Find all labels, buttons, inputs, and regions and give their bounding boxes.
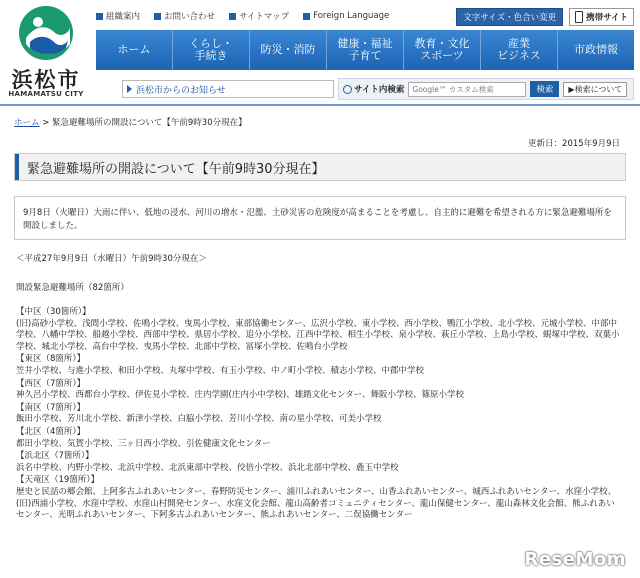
nav-health[interactable]: 健康・福祉 子育て (327, 30, 404, 70)
intro-text: 9月8日（火曜日）大雨に伴い、低地の浸水、河川の増水・氾濫、土砂災害の危険度が高まることを考慮し、自主的に避難を希望される方に緊急避難場所を開設しました。 (14, 196, 626, 240)
nav-living[interactable]: くらし・ 手続き (173, 30, 250, 70)
square-bullet-icon (96, 13, 103, 20)
search-button[interactable]: 検索 (530, 81, 559, 97)
header-divider (0, 104, 640, 106)
breadcrumb-current: 緊急避難場所の開設について【午前9時30分現在】 (52, 118, 247, 128)
title-accent-bar (15, 154, 19, 180)
section-text: 都田小学校、気賀小学校、三ヶ日西小学校、引佐健康文化センター (16, 438, 271, 449)
site-search (338, 78, 634, 100)
nav-education[interactable]: 教育・文化 スポーツ (404, 30, 481, 70)
section-heading: 【南区（7箇所）】 (16, 402, 86, 413)
search-help-link[interactable]: ▶検索について (563, 82, 627, 97)
status-date-line: ＜平成27年9月9日（水曜日）午前9時30分現在＞ (16, 254, 207, 264)
section-heading: 【天竜区（19箇所）】 (16, 475, 100, 486)
section-text: 笠井小学校、与進小学校、和田小学校、丸塚中学校、有玉小学校、中ノ町小学校、積志小学校、中郡中学校 (16, 365, 425, 376)
main-navigation (96, 30, 634, 70)
utility-link-organization[interactable]: 組織案内 (96, 10, 140, 22)
section-heading: 【東区（8箇所）】 (16, 354, 86, 365)
section-heading: 【西区（7箇所）】 (16, 378, 86, 389)
resemom-watermark: ReseMom (524, 549, 626, 570)
city-emblem-icon (16, 4, 76, 62)
nav-home[interactable]: ホーム (96, 30, 173, 70)
section-text: (旧)高砂小学校、浅間小学校、佐鳴小学校、曳馬小学校、東部協働センター、広沢小学校、東小学校、西小学校、鴨江小学校、北小学校、元城小学校、中部中学校、八幡中学校、船越小学校、西部中学校、県居小学校、追分小学校、江西中学校、相生小学校、泉小学校、萩丘小学校、上島小学校、蜆塚中学校、双葉小学校、城北小学校、高台中学校、曳馬小学校、北部中学校、冨塚小学校、佐鳴台小学校 (16, 318, 620, 352)
search-icon (343, 85, 352, 94)
page-title-box (14, 153, 626, 181)
mobile-phone-icon (575, 11, 583, 23)
utility-link-sitemap[interactable]: サイトマップ (229, 10, 289, 22)
square-bullet-icon (154, 13, 161, 20)
utility-link-contact[interactable]: お問い合わせ (154, 10, 215, 22)
search-label-wrap: サイト内検索 (343, 83, 404, 95)
city-logo[interactable] (2, 2, 90, 100)
arrow-right-icon (127, 85, 132, 93)
text-size-color-button[interactable]: 文字サイズ・色合い変更 (456, 8, 563, 26)
section-heading: 【北区（4箇所）】 (16, 426, 86, 437)
section-heading: 【中区（30箇所）】 (16, 307, 91, 317)
city-notice-link[interactable] (122, 80, 334, 98)
section-text: 歴史と民話の郷会館、上阿多古ふれあいセンター、春野防災センター、浦川ふれあいセンター、山香ふれあいセンター、城西ふれあいセンター、水窪小学校、(旧)西浦小学校、水窪中学校、水窪山村開発センター、水窪文化会館、龍山高齢者コミュニティセンター、龍山保健センター、龍山森林文化会館、熊ふれあいセンター、光明ふれあいセンター、下阿多古ふれあいセンター、熊ふれあいセンター、二俣協働センター (16, 486, 617, 521)
city-name-jp: 浜松市 (11, 68, 81, 92)
square-bullet-icon (303, 13, 310, 20)
breadcrumb-separator: > (39, 118, 53, 128)
shelter-list (16, 306, 622, 522)
nav-city-info[interactable]: 市政情報 (558, 30, 634, 70)
section-text: 浜名中学校、内野小学校、北浜中学校、北浜東部中学校、佼倍小学校、浜北北部中学校、麁玉中学校 (16, 462, 399, 473)
utility-link-foreign-language[interactable]: Foreign Language (303, 10, 389, 22)
city-notice-label[interactable]: 浜松市からのお知らせ (136, 85, 226, 96)
opened-count: 開設緊急避難場所（82箇所） (16, 283, 129, 293)
top-buttons (456, 8, 634, 26)
updated-date: 更新日：2015年9月9日 (528, 139, 620, 149)
city-name-en: HAMAMATSU CITY (8, 90, 84, 98)
section-text: 飯田小学校、芳川北小学校、新津小学校、白脇小学校、芳川小学校、南の星小学校、可美小学校 (16, 414, 382, 425)
search-input[interactable] (408, 82, 526, 97)
section-text: 神久呂小学校、西都台小学校、伊佐見小学校、庄内学園(庄内小中学校)、雄踏文化センター、舞阪小学校、篠原小学校 (16, 390, 464, 401)
square-bullet-icon (229, 13, 236, 20)
utility-links (96, 10, 389, 22)
breadcrumb (14, 116, 247, 128)
section-heading: 【浜北区（7箇所）】 (16, 451, 94, 462)
page-title: 緊急避難場所の開設について【午前9時30分現在】 (27, 161, 325, 177)
nav-disaster[interactable]: 防災・消防 (250, 30, 327, 70)
mobile-site-button[interactable]: 携帯サイト (569, 8, 634, 26)
breadcrumb-home[interactable]: ホーム (14, 118, 40, 128)
nav-industry[interactable]: 産業 ビジネス (481, 30, 558, 70)
